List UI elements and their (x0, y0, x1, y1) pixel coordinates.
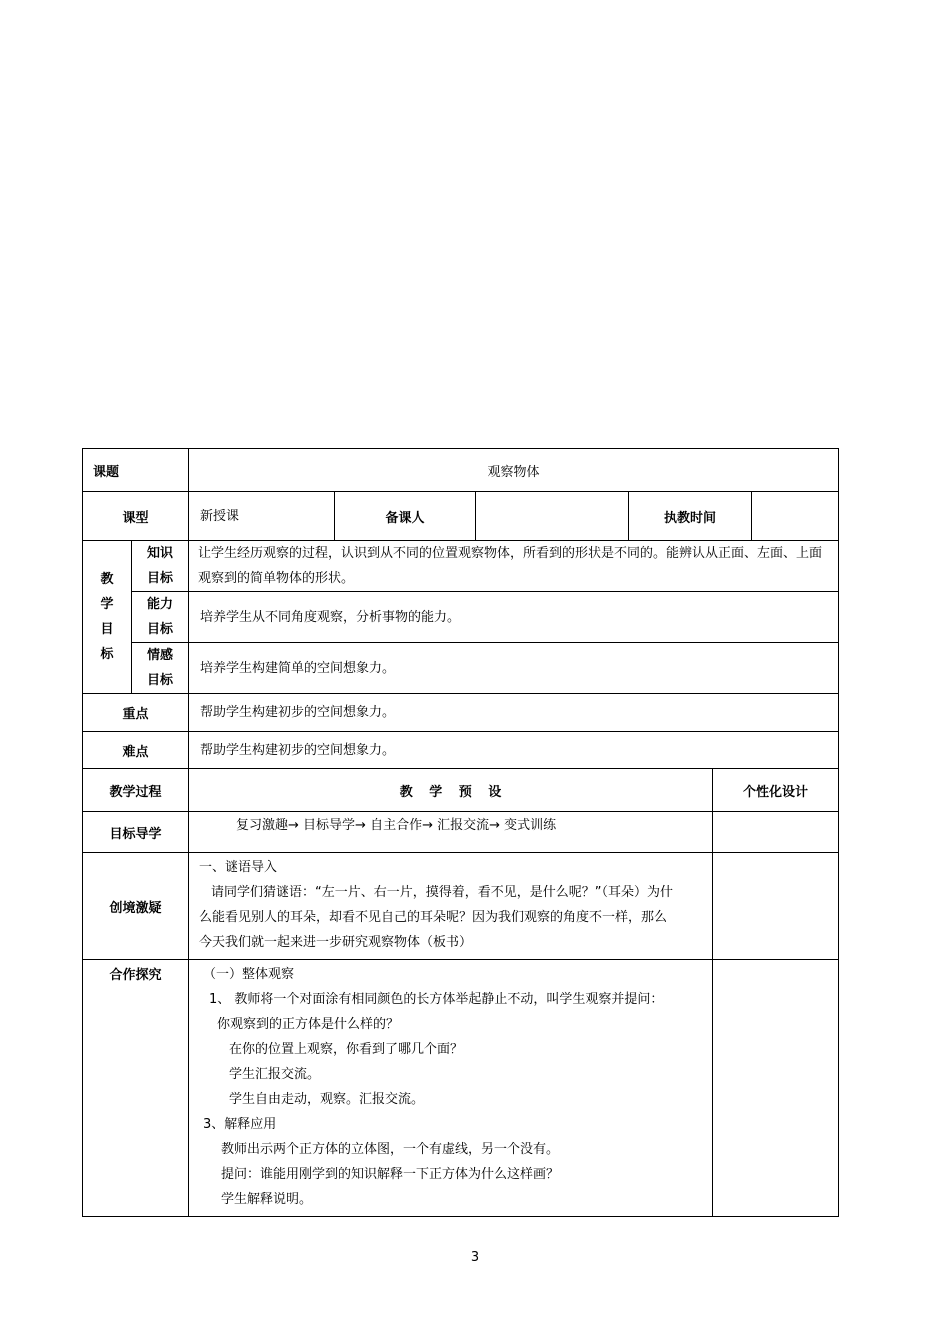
ability-row (83, 592, 839, 643)
guide-personal-cell (713, 812, 839, 853)
key-point-row (83, 694, 839, 732)
explore-line: 你观察到的正方体是什么样的？ (217, 1017, 400, 1032)
knowledge-row (83, 541, 839, 592)
title-label: 课题 (83, 449, 189, 492)
time-value (752, 492, 839, 541)
lesson-plan-table (82, 448, 839, 1217)
lesson-type: 新授课 (189, 492, 335, 541)
situation-content (189, 853, 713, 960)
explore-line: 1、 教师将一个对面涂有相同颜色的长方体举起静止不动，叫学生观察并提问： (209, 992, 664, 1007)
situation-line: 请同学们猜谜语：“左一片、右一片，摸得着，看不见，是什么呢？”（耳朵）为什 (211, 885, 673, 900)
guide-label: 目标导学 (83, 812, 189, 853)
explore-line: 学生解释说明。 (221, 1192, 313, 1207)
explore-line: 提问：谁能用刚学到的知识解释一下正方体为什么这样画？ (221, 1167, 560, 1182)
type-row (83, 492, 839, 541)
situation-line: 么能看见别人的耳朵，却看不见自己的耳朵呢？因为我们观察的角度不一样，那么 (199, 910, 668, 925)
situation-label: 创境激疑 (83, 853, 189, 960)
process-header-label: 教学过程 (83, 769, 189, 812)
explore-content (189, 960, 713, 1217)
difficulty-label: 难点 (83, 732, 189, 769)
explore-personal-cell (713, 960, 839, 1217)
time-label: 执教时间 (629, 492, 752, 541)
situation-row (83, 853, 839, 960)
preset-header-label: 教 学 预 设 (189, 769, 713, 812)
situation-line: 今天我们就一起来进一步研究观察物体（板书） (199, 935, 473, 950)
explore-line: 在你的位置上观察，你看到了哪几个面？ (229, 1042, 464, 1057)
objectives-group-label: 教 学 目 标 (83, 541, 132, 694)
explore-line: 学生自由走动，观察。汇报交流。 (229, 1092, 425, 1107)
title-row (83, 449, 839, 492)
knowledge-text: 让学生经历观察的过程，认识到从不同的位置观察物体，所看到的形状是不同的。能辨认从正面、左面、上面观察到的简单物体的形状。 (189, 541, 839, 592)
emotion-label: 情感 目标 (132, 643, 189, 694)
process-header-row (83, 769, 839, 812)
type-label: 课型 (83, 492, 189, 541)
explore-line: 3、解释应用 (203, 1117, 277, 1132)
lesson-title: 观察物体 (189, 449, 839, 492)
ability-text: 培养学生从不同角度观察，分析事物的能力。 (189, 592, 839, 643)
ability-label: 能力 目标 (132, 592, 189, 643)
preparer-label: 备课人 (335, 492, 476, 541)
personal-header-label: 个性化设计 (713, 769, 839, 812)
difficulty-text: 帮助学生构建初步的空间想象力。 (189, 732, 839, 769)
situation-personal-cell (713, 853, 839, 960)
explore-line: （一）整体观察 (203, 967, 295, 982)
key-point-label: 重点 (83, 694, 189, 732)
emotion-text: 培养学生构建简单的空间想象力。 (189, 643, 839, 694)
guide-row (83, 812, 839, 853)
preparer-value (476, 492, 629, 541)
situation-line: 一、谜语导入 (199, 860, 278, 875)
knowledge-label: 知识 目标 (132, 541, 189, 592)
guide-text: 复习激趣→ 目标导学→ 自主合作→ 汇报交流→ 变式训练 (189, 812, 713, 853)
explore-row (83, 960, 839, 1217)
emotion-row (83, 643, 839, 694)
explore-line: 学生汇报交流。 (229, 1067, 321, 1082)
key-point-text: 帮助学生构建初步的空间想象力。 (189, 694, 839, 732)
explore-label: 合作探究 (83, 960, 189, 1217)
explore-line: 教师出示两个正方体的立体图，一个有虚线，另一个没有。 (221, 1142, 560, 1157)
page-number: 3 (470, 1250, 480, 1265)
difficulty-row (83, 732, 839, 769)
